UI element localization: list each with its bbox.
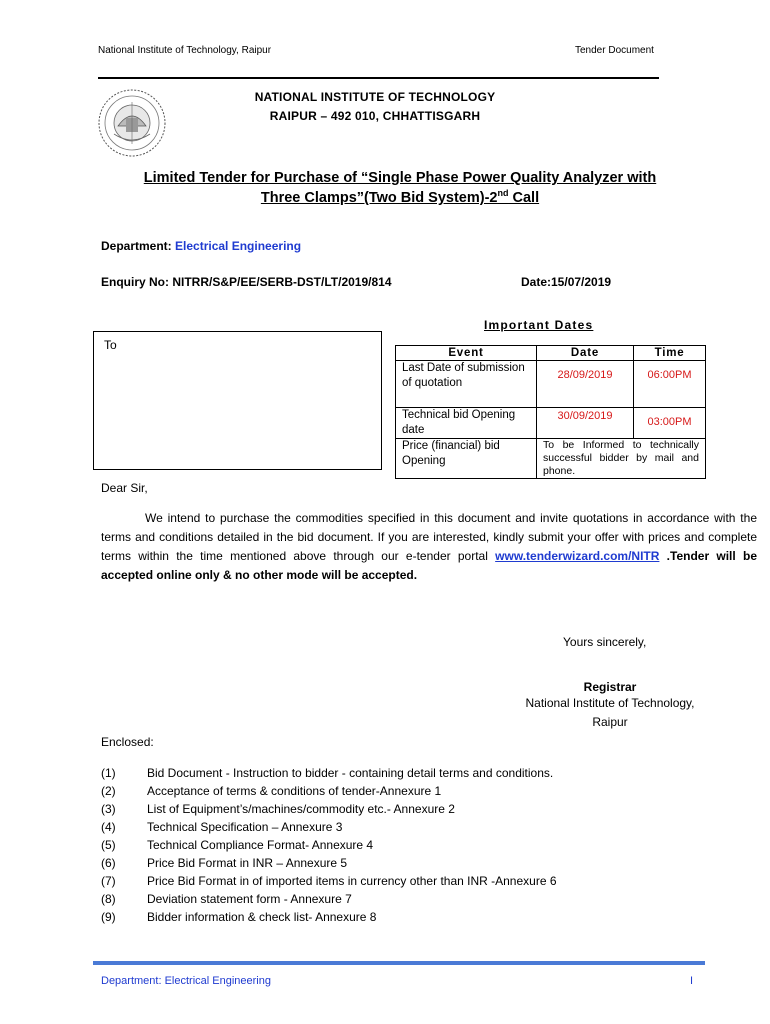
item-text: Technical Specification – Annexure 3 bbox=[147, 820, 343, 834]
event-cell: Last Date of submission of quotation bbox=[396, 361, 537, 408]
important-dates-table bbox=[395, 345, 706, 479]
table-header-row bbox=[396, 346, 706, 361]
institute-logo-icon bbox=[96, 88, 168, 158]
tender-portal-link[interactable]: www.tenderwizard.com/NITR bbox=[495, 549, 660, 563]
list-item bbox=[101, 782, 741, 800]
item-text: Deviation statement form - Annexure 7 bbox=[147, 892, 352, 906]
footer-rule bbox=[93, 961, 705, 965]
closing: Yours sincerely, bbox=[563, 635, 647, 649]
addressee-box bbox=[93, 331, 382, 470]
title-call: Call bbox=[508, 190, 540, 206]
header-rule bbox=[98, 77, 659, 79]
date-cell: 30/09/2019 bbox=[537, 408, 634, 439]
table-row bbox=[396, 408, 706, 439]
table-row bbox=[396, 361, 706, 408]
date-cell: 28/09/2019 bbox=[537, 361, 634, 408]
item-text: Price Bid Format in INR – Annexure 5 bbox=[147, 856, 348, 870]
list-item bbox=[101, 890, 741, 908]
signatory-org: National Institute of Technology, bbox=[525, 696, 695, 710]
body-emphasis: .Tender will be accepted online only & no other mode will be accepted. bbox=[101, 549, 757, 582]
title-sup: nd bbox=[497, 188, 509, 199]
time-cell: 03:00PM bbox=[634, 408, 706, 439]
item-number: (8) bbox=[101, 892, 116, 906]
list-item bbox=[101, 800, 741, 818]
header-event: Event bbox=[396, 346, 537, 361]
item-text: Bid Document - Instruction to bidder - containing detail terms and conditions. bbox=[147, 766, 554, 780]
item-number: (7) bbox=[101, 874, 116, 888]
item-text: Price Bid Format in of imported items in currency other than INR -Annexure 6 bbox=[147, 874, 557, 888]
enclosed-list bbox=[101, 764, 741, 926]
item-number: (4) bbox=[101, 820, 116, 834]
to-label: To bbox=[104, 338, 117, 352]
tender-title-line1: Limited Tender for Purchase of “Single Phase Power Quality Analyzer with bbox=[143, 170, 657, 186]
body-text: We intend to purchase the commodities specified in this document and invite quotations in accordance with the terms and conditions detailed in the bid document. If you are interested, kindly submit your offer with prices and complete terms within the time mentioned above through our e-tender portal bbox=[101, 511, 757, 563]
item-text: Bidder information & check list- Annexure 8 bbox=[147, 910, 377, 924]
item-text: Acceptance of terms & conditions of tender-Annexure 1 bbox=[147, 784, 442, 798]
time-cell: 06:00PM bbox=[634, 361, 706, 408]
tender-title bbox=[90, 168, 710, 208]
signatory-title: Registrar bbox=[583, 680, 637, 694]
list-item bbox=[101, 818, 741, 836]
list-item bbox=[101, 854, 741, 872]
enquiry-number: Enquiry No: NITRR/S&P/EE/SERB-DST/LT/2019/814 bbox=[101, 275, 392, 289]
header-date: Date bbox=[537, 346, 634, 361]
list-item bbox=[101, 908, 741, 926]
footer-department: Department: Electrical Engineering bbox=[101, 975, 271, 987]
institute-address: RAIPUR – 492 010, CHHATTISGARH bbox=[269, 109, 481, 123]
department-label: Department: bbox=[101, 239, 176, 253]
event-cell: Technical bid Opening date bbox=[396, 408, 537, 439]
body-paragraph bbox=[101, 509, 757, 585]
item-number: (9) bbox=[101, 910, 116, 924]
signatory-city: Raipur bbox=[592, 715, 628, 729]
tender-title-line2 bbox=[261, 190, 539, 206]
event-cell: Price (financial) bid Opening bbox=[396, 439, 537, 479]
important-dates-title: Important Dates bbox=[484, 318, 594, 332]
salutation: Dear Sir, bbox=[101, 481, 148, 495]
item-number: (3) bbox=[101, 802, 116, 816]
department-line bbox=[101, 239, 301, 253]
item-text: List of Equipment’s/machines/commodity etc.- Annexure 2 bbox=[147, 802, 455, 816]
list-item bbox=[101, 764, 741, 782]
page-number: I bbox=[690, 975, 694, 987]
enclosed-label: Enclosed: bbox=[101, 735, 154, 749]
institute-name: NATIONAL INSTITUTE OF TECHNOLOGY bbox=[254, 90, 496, 104]
table-row bbox=[396, 439, 706, 479]
title-line2-text: Three Clamps”(Two Bid System)-2 bbox=[260, 190, 498, 206]
note-cell: To be Informed to technically successful bidder by mail and phone. bbox=[537, 439, 706, 479]
department-value: Electrical Engineering bbox=[175, 239, 302, 253]
item-number: (2) bbox=[101, 784, 116, 798]
list-item bbox=[101, 872, 741, 890]
header-time: Time bbox=[634, 346, 706, 361]
running-header-left: National Institute of Technology, Raipur bbox=[98, 45, 272, 56]
item-number: (5) bbox=[101, 838, 116, 852]
item-number: (6) bbox=[101, 856, 116, 870]
running-header-right: Tender Document bbox=[575, 45, 654, 56]
item-text: Technical Compliance Format- Annexure 4 bbox=[147, 838, 374, 852]
list-item bbox=[101, 836, 741, 854]
enquiry-date: Date:15/07/2019 bbox=[521, 275, 612, 289]
item-number: (1) bbox=[101, 766, 116, 780]
